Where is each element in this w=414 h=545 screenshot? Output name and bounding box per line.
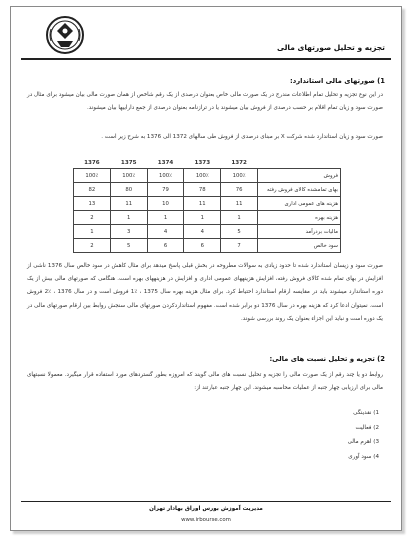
table-cell: 1 (147, 211, 184, 225)
table-cell: 100٪ (147, 169, 184, 183)
ratio-aspects-list (348, 406, 379, 464)
list-item: 3) اهرم مالی (347, 439, 379, 446)
table-cell: 4 (184, 225, 221, 239)
table-cell: 2 (74, 239, 111, 253)
table-row (74, 225, 341, 239)
table-cell: 7 (221, 239, 258, 253)
table-cell: 6 (184, 239, 221, 253)
table-cell: 1 (184, 211, 221, 225)
year-header: 1375 (120, 159, 137, 166)
row-label: فروش (258, 169, 341, 183)
table-row (74, 239, 341, 253)
table-cell: 5 (221, 225, 258, 239)
year-header: 1374 (157, 159, 174, 166)
table-cell: 100٪ (110, 169, 147, 183)
table-cell: 2 (74, 211, 111, 225)
table-cell: 100٪ (74, 169, 111, 183)
row-label: بهای تمامشده کالای فروش رفته (258, 183, 341, 197)
document-page (10, 6, 402, 531)
row-label: هزینه های عمومی اداری (258, 197, 341, 211)
table-cell: 4 (147, 225, 184, 239)
paragraph-analysis: صورت سود و زیسان استاندارد شده تا حدود زیادی به سوالات مطروحه در بخش قبلی پاسخ میدهد برای مثال کاهش در سود خالص سال 1376 ناشی از افزایش در بهای تمام شده کالای فروش رفته، افزایش هزینههای عمومی اداری و افزایش در هزینههای بهره است. هنگامی که صورتهای مالی بیش از یک دوره استاندارد میشوند باید در مقایسه ارقام استاندارد احتیاط کرد. برای مثال هزینه بهره سال 1375 ، ٪1 فروش است و در سال 1376 ، ٪2 فروش است. نمیتوان ادعا کرد که هزینه بهره در سال 1376 دو برابر شده است. مفهوم استانداردکردن صورتهای مالی سنجش روابط بین ارقام صورتهای مالی در یک دوره است و نباید این اجزاء بعنوان یک روند بررسی شوند. (27, 263, 384, 322)
table-cell: 1 (221, 211, 258, 225)
table-cell: 100٪ (221, 169, 258, 183)
table-cell: 6 (147, 239, 184, 253)
table-cell: 1 (110, 211, 147, 225)
footer-url: www.irbourse.com (181, 517, 231, 523)
table-cell: 3 (110, 225, 147, 239)
table-cell: 80 (110, 183, 147, 197)
year-header: 1376 (84, 159, 100, 166)
table-cell: 100٪ (184, 169, 221, 183)
header-title: تجزیه و تحلیل صورتهای مالی (277, 43, 385, 52)
paragraph-ratio-intro: روابط دو یا چند رقم از یک صورت مالی را تجزیه و تحلیل نسبت های مالی گویند که امروزه بطور گستردهای مورد استفاده قرار میگیرد. معمولا نسبتهای مالی برای ارزیابی چهار جنبه از عملیات محاسبه میشوند. این چهار جنبه عبارتند از: (27, 372, 383, 392)
table-row (74, 197, 341, 211)
row-label: سود خالص (258, 239, 341, 253)
table-cell: 5 (110, 239, 147, 253)
table-cell: 11 (110, 197, 147, 211)
section-heading-ratio-analysis: 2) تجزیه و تحلیل نسبت های مالی: (269, 355, 385, 363)
table-cell: 13 (74, 197, 111, 211)
row-label: مالیات بردرآمد (258, 225, 341, 239)
section-heading-standard-statements: 1) صورتهای مالی استاندارد: (290, 77, 385, 85)
table-cell: 10 (147, 197, 184, 211)
list-item: 4) سود آوری (348, 453, 379, 460)
table-cell: 78 (184, 183, 221, 197)
table-cell: 11 (221, 197, 258, 211)
table-year-row (74, 157, 341, 169)
table-row (74, 211, 341, 225)
paragraph-intro: در این نوع تجزیه و تحلیل تمام اطلاعات مندرج در یک صورت مالی خاص بعنوان درصدی از یک رقم شاخص از همان صورت مالی بیان میشود برای مثال در صورت سود و زیان تمام اقلام بر حسب درصدی از فروش بیان میشوند یا در ترازنامه بعنوان درصدی از جمع داراییها بیان میشوند. (27, 92, 383, 112)
exchange-logo-icon (45, 15, 85, 55)
table-cell: 1 (74, 225, 111, 239)
table-cell: 11 (184, 197, 221, 211)
footer-title: مدیریت آموزش بورس اوراق بهادار تهران (149, 506, 263, 512)
table-cell: 82 (74, 183, 111, 197)
table-row (74, 183, 341, 197)
row-label: هزینه بهره (258, 211, 341, 225)
list-item: 2) فعالیت (355, 424, 379, 431)
table-cell: 79 (147, 183, 184, 197)
header-divider (21, 58, 391, 60)
year-header: 1372 (231, 159, 247, 166)
paragraph-table-intro: صورت سود و زیان استاندارد شده شرکت X بر مبنای درصدی از فروش طی سالهای 1372 الی 1376 به شرح زیر است . (101, 134, 383, 140)
footer-divider (21, 501, 391, 502)
year-header: 1373 (194, 159, 211, 166)
table-row (74, 169, 341, 183)
income-statement-table (73, 157, 341, 253)
table-cell: 76 (221, 183, 258, 197)
list-item: 1) نقدینگی (353, 410, 379, 416)
